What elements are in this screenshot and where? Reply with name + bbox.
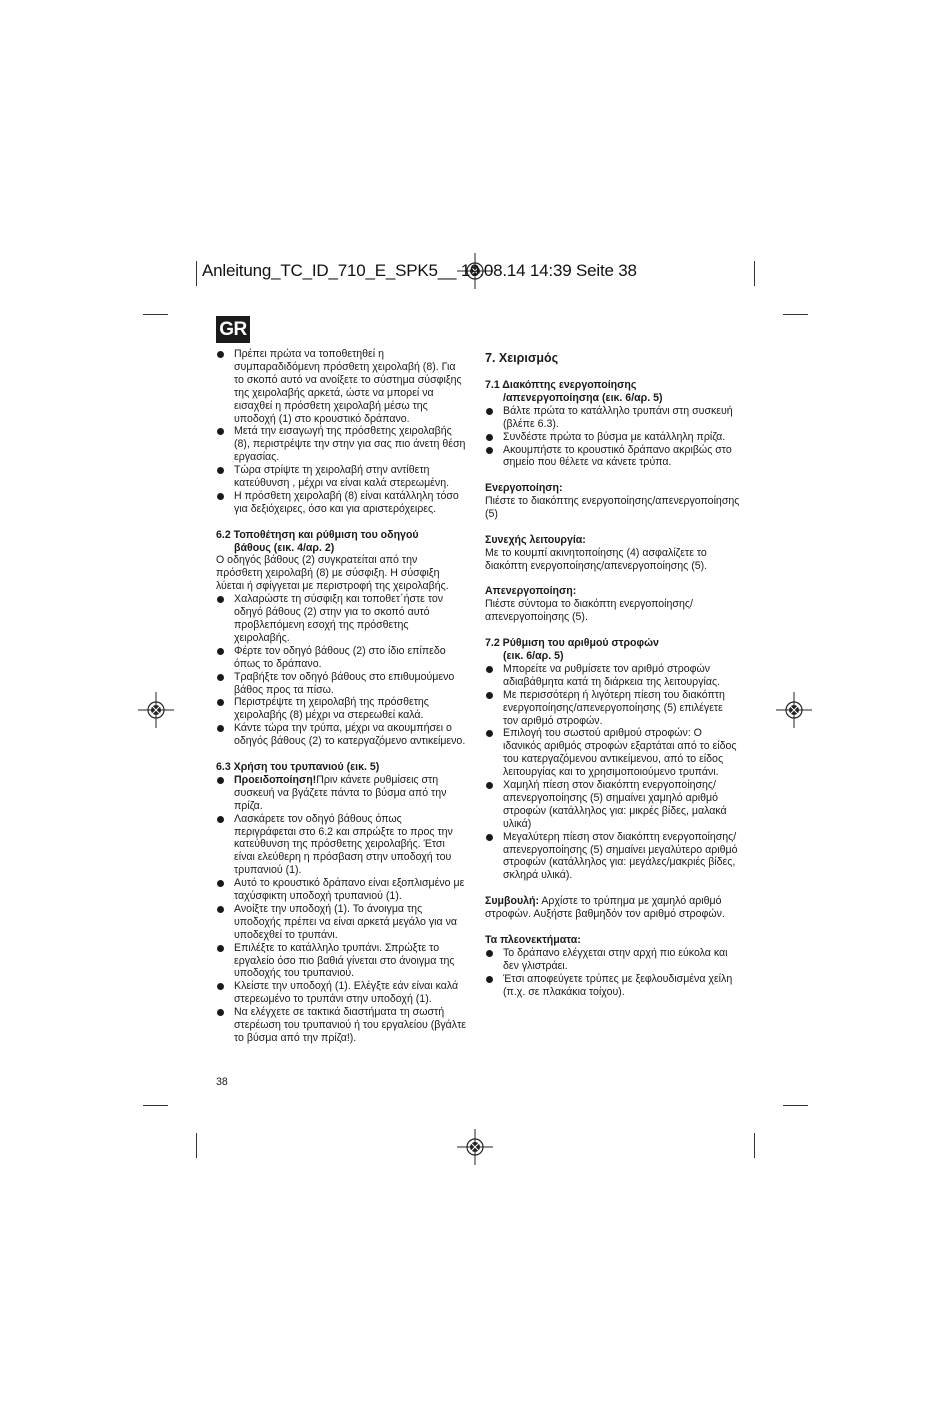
crop-mark — [783, 1105, 808, 1106]
bullet-icon — [216, 722, 234, 748]
list-item: Κλείστε την υποδοχή (1). Ελέγξτε εάν είναι καλά στερεωμένο το τρυπάνι στην υποδοχή (1). — [216, 980, 466, 1006]
registration-mark-icon — [136, 690, 176, 730]
warning-label: Προειδοποίηση! — [234, 773, 317, 786]
bullet-icon — [216, 903, 234, 942]
subheading-off: Απενεργοποίηση: — [485, 585, 577, 598]
list-item: Προειδοποίηση!Πριν κάνετε ρυθμίσεις στη συσκευή να βγάζετε πάντα το βύσμα από την πρίζα. — [216, 774, 466, 813]
bullet-icon — [216, 593, 234, 645]
list-item: Ανοίξτε την υποδοχή (1). Το άνοιγμα της υποδοχής πρέπει να είναι αρκετά μεγάλο για να υποδεχθεί το τρυπάνι. — [216, 903, 466, 942]
list-item: Χαλαρώστε τη σύσφιξη και τοποθετ΄ήστε τον οδηγό βάθους (2) στην για το σκοπό αυτό προβλεπόμενη εσοχή της πρόσθετης χειρολαβής. — [216, 593, 466, 645]
bullet-icon — [216, 1006, 234, 1045]
section-heading: 6.2 Τοποθέτηση και ρύθμιση του οδηγού — [216, 528, 419, 541]
list-item: Αυτό το κρουστικό δράπανο είναι εξοπλισμένο με ταχύσφικτη υποδοχή τρυπανιού (1). — [216, 877, 466, 903]
subheading-on: Ενεργοποίηση: — [485, 482, 563, 495]
registration-mark-icon — [455, 1127, 495, 1167]
crop-mark — [143, 314, 168, 315]
tip-paragraph: Συμβουλή: Αρχίστε το τρύπημα με χαμηλό αριθμό στροφών. Αυξήστε βαθμηδόν τον αριθμό στροφών. — [485, 895, 725, 921]
section-heading-cont: /απενεργοποίησηα (εικ. 6/αρ. 5) — [503, 391, 663, 404]
section-heading: 6.3 Χρήση του τρυπανιού (εικ. 5) — [216, 760, 380, 773]
language-badge: GR — [216, 316, 250, 343]
paragraph: Πιέστε το διακόπτης ενεργοποίησης/απενεργοποίησης (5) — [485, 495, 740, 521]
bullet-icon — [485, 663, 503, 689]
list-item: Μπορείτε να ρυθμίσετε τον αριθμό στροφών αδιαβάθμητα κατά τη διάρκεια της λειτουργίας. — [485, 663, 740, 689]
bullet-icon — [216, 942, 234, 981]
list-item: Περιστρέψτε τη χειρολαβή της πρόσθετης χειρολαβής (8) μέχρι να στερεωθεί καλά. — [216, 696, 466, 722]
bullet-icon — [485, 689, 503, 728]
bullet-icon — [216, 696, 234, 722]
bullet-icon — [216, 671, 234, 697]
crop-mark — [783, 314, 808, 315]
list-item: Η πρόσθετη χειρολαβή (8) είναι κατάλληλη τόσο για δεξιόχειρες, όσο και για αριστερόχειρες. — [216, 490, 466, 516]
chapter-heading: 7. Χειρισμός — [485, 351, 559, 365]
subheading-advantages: Τα πλεονεκτήματα: — [485, 933, 581, 946]
registration-mark-icon — [774, 690, 814, 730]
bullet-icon — [216, 490, 234, 516]
bullet-icon — [216, 813, 234, 878]
print-header: Anleitung_TC_ID_710_E_SPK5__ 19.08.14 14:39 Seite 38 — [202, 261, 637, 280]
list-item: Επιλέξτε το κατάλληλο τρυπάνι. Σπρώξτε το εργαλείο όσο πιο βαθιά γίνεται στο άνοιγμα της υποδοχής του τρυπανιού. — [216, 942, 466, 981]
list-item: Φέρτε τον οδηγό βάθους (2) στο ίδιο επίπεδο όπως το δράπανο. — [216, 645, 466, 671]
tip-label: Συμβουλή: — [485, 895, 539, 908]
crop-mark — [754, 1133, 755, 1158]
crop-mark — [196, 261, 197, 286]
list-item: Τραβήξτε τον οδηγό βάθους στο επιθυμούμενο βάθος προς τα πίσω. — [216, 671, 466, 697]
section-heading: 7.1 Διακόπτης ενεργοποίησης — [485, 379, 637, 391]
list-item: Τώρα στρίψτε τη χειρολαβή στην αντίθετη κατεύθυνση , μέχρι να είναι καλά στερεωμένη. — [216, 464, 466, 490]
bullet-icon — [485, 973, 503, 999]
crop-mark — [754, 261, 755, 286]
bullet-icon — [485, 431, 503, 444]
list-item: Ακουμπήστε το κρουστικό δράπανο ακριβώς στο σημείο που θέλετε να κάνετε τρύπα. — [485, 444, 740, 470]
bullet-icon — [216, 645, 234, 671]
bullet-icon — [485, 444, 503, 470]
list-item: Βάλτε πρώτα το κατάλληλο τρυπάνι στη συσκευή (βλέπε 6.3). — [485, 405, 740, 431]
crop-mark — [196, 1133, 197, 1158]
list-item: Με περισσότερη ή λιγότερη πίεση του διακόπτη ενεργοποίησης/απενεργοποίησης (5) επιλέγετε τον αριθμό στροφών. — [485, 689, 740, 728]
list-item: Μεγαλύτερη πίεση στον διακόπτη ενεργοποίησης/απενεργοποίησης (5) σημαίνει μεγαλύτερο αριθμό στροφών (κατάλληλος για: μεγάλες/μακριές βίδες, σκληρά υλικά). — [485, 831, 740, 883]
bullet-icon — [216, 980, 234, 1006]
list-item: Μετά την εισαγωγή της πρόσθετης χειρολαβής (8), περιστρέψτε την στην για σας πιο άνετη θέση εργασίας. — [216, 425, 466, 464]
crop-mark — [143, 1105, 168, 1106]
bullet-icon — [485, 779, 503, 831]
page-number: 38 — [216, 1076, 228, 1088]
bullet-icon — [216, 464, 234, 490]
bullet-icon — [216, 877, 234, 903]
paragraph: Πιέστε σύντομα το διακόπτη ενεργοποίησης/απενεργοποίησης (5). — [485, 598, 693, 624]
right-column — [485, 348, 740, 998]
paragraph: Με το κουμπί ακινητοποίησης (4) ασφαλίζετε το διακόπτη ενεργοποίησης/απενεργοποίησης (5). — [485, 546, 708, 572]
list-item: Λασκάρετε τον οδηγό βάθους όπως περιγράφεται στο 6.2 και σπρώξτε το προς την κατεύθυνση της πρόσθετης χειρολαβής. Έτσι είναι ελεύθερη η πρόσβαση στην υποδοχή του τρυπανιού (1). — [216, 813, 466, 878]
bullet-icon — [216, 774, 234, 813]
subheading-continuous: Συνεχής λειτουργία: — [485, 533, 586, 546]
list-item: Πρέπει πρώτα να τοποθετηθεί η συμπαραδιδόμενη πρόσθετη χειρολαβή (8). Για το σκοπό αυτό να ανοίξετε το σύστημα σύσφιξης της χειρολαβής αρκετά, ώστε να μπορεί να εισαχθεί η πρόσθετη χειρολαβή μέσω της υποδοχή (1) στο κρουστικό δράπανο. — [216, 348, 466, 425]
section-heading-cont: (εικ. 6/αρ. 5) — [503, 649, 564, 662]
bullet-icon — [485, 947, 503, 973]
list-item: Το δράπανο ελέγχεται στην αρχή πιο εύκολα και δεν γλιστράει. — [485, 947, 740, 973]
paragraph: Ο οδηγός βάθους (2) συγκρατείται από την πρόσθετη χειρολαβή (8) με σύσφιξη. Η σύσφιξη λύεται ή σφίγγεται με περιστροφή της χειρολαβής. — [216, 554, 449, 593]
list-item: Να ελέγχετε σε τακτικά διαστήματα τη σωστή στερέωση του τρυπανιού ή του εργαλείου (βγάλτε το βύσμα από την πρίζα!). — [216, 1006, 466, 1045]
bullet-icon — [216, 425, 234, 464]
list-item: Επιλογή του σωστού αριθμού στροφών: Ο ιδανικός αριθμός στροφών εξαρτάται από το είδος του κατεργαζόμενου αντικείμενου, από το είδος λειτουργίας και το χρησιμοποιούμενο τρυπάνι. — [485, 727, 740, 779]
section-heading-cont: βάθους (εικ. 4/αρ. 2) — [234, 541, 335, 554]
bullet-icon — [485, 831, 503, 883]
section-heading: 7.2 Ρύθμιση του αριθμού στροφών — [485, 637, 659, 650]
bullet-icon — [216, 348, 234, 425]
bullet-icon — [485, 405, 503, 431]
bullet-icon — [485, 727, 503, 779]
list-item: Έτσι αποφεύγετε τρύπες με ξεφλουδισμένα χείλη (π.χ. σε πλακάκια τοίχου). — [485, 973, 740, 999]
list-item: Συνδέστε πρώτα το βύσμα με κατάλληλη πρίζα. — [485, 431, 740, 444]
list-item: Χαμηλή πίεση στον διακόπτη ενεργοποίησης/απενεργοποίησης (5) σημαίνει χαμηλό αριθμό στροφών (κατάλληλος για: μικρές βίδες, μαλακά υλικά) — [485, 779, 740, 831]
list-item: Κάντε τώρα την τρύπα, μέχρι να ακουμπήσει ο οδηγός βάθους (2) το κατεργαζόμενο αντικείμενο. — [216, 722, 466, 748]
left-column — [216, 348, 466, 1045]
